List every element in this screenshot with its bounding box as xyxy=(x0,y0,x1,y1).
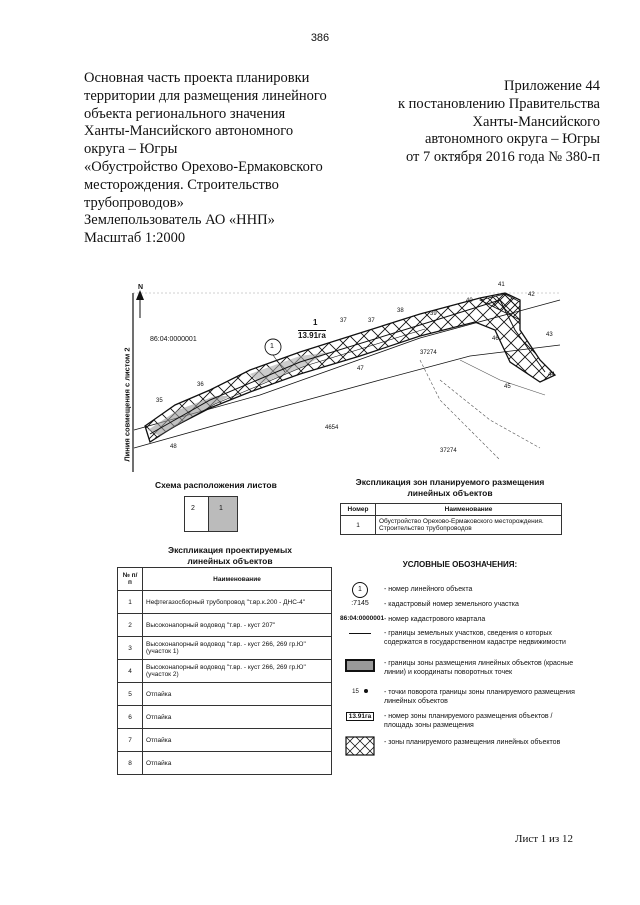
scheme-title: Схема расположения листов xyxy=(155,480,277,490)
header-right-line: Приложение 44 xyxy=(504,78,600,94)
table-row xyxy=(118,729,332,752)
sheet-join-label: Линия совмещения с листом 2 xyxy=(122,347,132,462)
table-row xyxy=(118,614,332,637)
table-row xyxy=(341,516,562,535)
projected-cell-name: Нефтегазосборный трубопровод "т.вр.к.200 - ДНС-4" xyxy=(143,591,332,614)
parcel-label: 37274 xyxy=(420,350,437,356)
point-label: 37 xyxy=(340,318,347,324)
zones-header: Наименование xyxy=(376,504,562,516)
point-label: 44 xyxy=(548,372,555,378)
zone-polygon xyxy=(145,293,555,442)
point-label: 41 xyxy=(498,282,505,288)
zones-header: Номер xyxy=(341,504,376,516)
projected-cell-num: 2 xyxy=(118,614,143,637)
header-left-line: объекта регионального значения xyxy=(84,105,286,122)
parcel-boundary-symbol xyxy=(340,629,380,636)
point-label: 42 xyxy=(528,292,535,298)
object-number-label: 1 xyxy=(270,343,274,350)
header-left-line: трубопроводов» xyxy=(84,194,184,211)
zones-table xyxy=(340,503,562,535)
page-number: 386 xyxy=(310,32,330,44)
point-label: 47 xyxy=(357,366,364,372)
projected-cell-num: 4 xyxy=(118,660,143,683)
table-row xyxy=(118,591,332,614)
header-left-line: Основная часть проекта планировки xyxy=(84,70,310,86)
table-row xyxy=(118,752,332,775)
legend-item-text: - точки поворота границы зоны планируемого размещения линейных объектов xyxy=(384,689,575,705)
header-right-line: к постановлению Правительства xyxy=(398,95,600,112)
projected-header: Наименование xyxy=(143,568,332,591)
legend-item-text: - номер кадастрового квартала xyxy=(384,616,486,623)
point-label: 36 xyxy=(197,382,204,388)
zones-cell-num: 1 xyxy=(341,516,376,535)
projected-cell-name: Отпайка xyxy=(143,683,332,706)
legend-title: УСЛОВНЫЕ ОБОЗНАЧЕНИЯ: xyxy=(402,560,518,569)
zones-cell-name: Обустройство Орехово-Ермаковского месторождения. Строительство трубопроводов xyxy=(376,516,562,535)
legend xyxy=(340,560,580,746)
legend-symbol-text: 86:04:0000001 xyxy=(340,615,385,622)
header-right-line: от 7 октября 2016 года № 380-п xyxy=(405,149,600,166)
header-right-line: Ханты-Мансийского xyxy=(472,113,600,130)
table-row xyxy=(118,660,332,683)
point-label: 43 xyxy=(546,332,553,338)
projected-cell-num: 8 xyxy=(118,752,143,775)
projected-cell-name: Отпайка xyxy=(143,729,332,752)
point-label: 35 xyxy=(156,398,163,404)
projected-cell-num: 6 xyxy=(118,706,143,729)
object-number-symbol xyxy=(340,582,380,598)
projected-cell-name: Высоконапорный водовод "т.вр. - куст 266, 269 гр.Ю" (участок 2) xyxy=(143,660,332,683)
legend-symbol-text: 13.91га xyxy=(346,712,375,721)
legend-symbol-text: 1 xyxy=(352,582,368,598)
turning-point-symbol xyxy=(340,688,380,695)
header-left-line: округа – Югры xyxy=(84,141,178,158)
zone-boundary-symbol xyxy=(340,659,380,674)
point-label: 40 xyxy=(466,298,473,304)
zone-number-label: 1 xyxy=(313,318,318,327)
header-left-line: Ханты-Мансийского автономного xyxy=(84,123,294,140)
projected-cell-name: Отпайка xyxy=(143,752,332,775)
scheme-sheet-1-label: 1 xyxy=(219,505,223,512)
projected-header: № п/п xyxy=(118,568,143,591)
point-label: 48 xyxy=(170,444,177,450)
point-label: 46 xyxy=(492,336,499,342)
projected-cell-name: Высоконапорный водовод "т.вр. - куст 207" xyxy=(143,614,332,637)
legend-item-text: - границы земельных участков, сведения о которых содержатся в государственном кадастре недвижимости xyxy=(384,630,566,646)
zones-title: Экспликация зон планируемого размещения линейных объектов xyxy=(355,477,545,498)
legend-symbol-text: 15 xyxy=(352,689,359,695)
zone-hatch-symbol xyxy=(340,736,380,758)
sheet-number: Лист 1 из 12 xyxy=(515,833,574,845)
projected-cell-name: Высоконапорный водовод "т.вр. - куст 266, 269 гр.Ю" (участок 1) xyxy=(143,637,332,660)
cadastral-quarter-label: 86:04:0000001 xyxy=(150,336,197,343)
projected-cell-num: 5 xyxy=(118,683,143,706)
north-label: N xyxy=(138,284,144,291)
projected-title: Экспликация проектируемых линейных объектов xyxy=(168,545,292,566)
scheme-sheet-2 xyxy=(184,496,210,532)
header-left-line: Масштаб 1:2000 xyxy=(84,230,186,247)
zone-number-symbol xyxy=(340,712,380,721)
legend-item-text: - номер линейного объекта xyxy=(384,586,473,593)
projected-cell-name: Отпайка xyxy=(143,706,332,729)
header-left-line: Землепользователь АО «ННП» xyxy=(84,212,275,229)
point-label: 38 xyxy=(397,308,404,314)
header-left-line: месторождения. Строительство xyxy=(84,176,279,193)
legend-symbol-text: :7145 xyxy=(351,600,369,607)
header-left-line: территории для размещения линейного xyxy=(84,87,327,104)
projected-table xyxy=(117,567,332,775)
scheme-sheet-1 xyxy=(208,496,238,532)
legend-item-text: - границы зоны размещения линейных объектов (красные линии) и координаты поворотных точек xyxy=(384,660,574,676)
legend-item-text: - зоны планируемого размещения линейных объектов xyxy=(384,739,561,746)
scheme-sheet-2-label: 2 xyxy=(191,505,195,512)
legend-item-text: - кадастровый номер земельного участка xyxy=(384,601,519,608)
table-row xyxy=(118,637,332,660)
projected-cell-num: 7 xyxy=(118,729,143,752)
parcel-label: 37 xyxy=(368,318,375,324)
legend-item-text: - номер зоны планируемого размещения объектов /площадь зоны размещения xyxy=(384,713,553,729)
header-left-line: «Обустройство Орехово-Ермаковского xyxy=(84,158,323,175)
table-row xyxy=(118,683,332,706)
projected-cell-num: 3 xyxy=(118,637,143,660)
point-label: 45 xyxy=(504,384,511,390)
header-right-line: автономного округа – Югры xyxy=(424,131,600,148)
zone-area-label: 13.91га xyxy=(298,331,326,340)
projected-cell-num: 1 xyxy=(118,591,143,614)
parcel-label: 4654 xyxy=(325,425,339,431)
table-row xyxy=(118,706,332,729)
point-label: 39 xyxy=(430,311,437,317)
parcel-label: 37274 xyxy=(440,448,457,454)
